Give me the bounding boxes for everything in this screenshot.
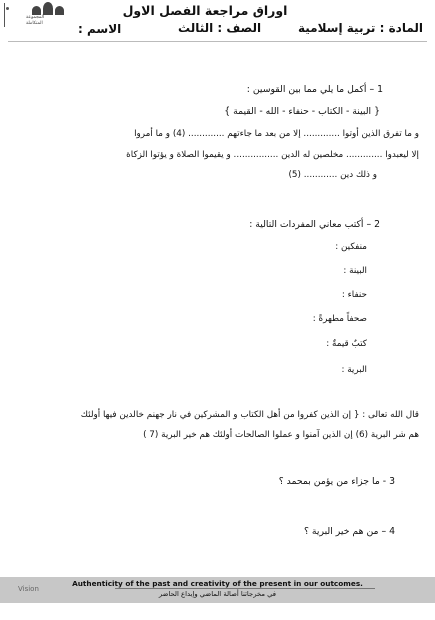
q1-line3: و ذلك دين ............ (5) — [288, 170, 377, 180]
page-title: اوراق مراجعة الفصل الاول — [122, 3, 288, 18]
q3-text: 3 - ما جزاء من يؤمن بمحمد ؟ — [278, 476, 395, 487]
footer-divider — [115, 588, 375, 589]
q2-heading: 2 – أكتب معاني المفردات التالية : — [249, 219, 380, 230]
logo-line1: المجموعة — [26, 15, 45, 20]
name-label: الاسم : — [78, 22, 122, 36]
logo-line2: المتكاملة — [26, 21, 43, 26]
header-divider — [8, 41, 427, 42]
subject-label: المادة : تربية إسلامية — [297, 21, 423, 35]
corner-mark — [4, 3, 11, 27]
grade-label: الصف : الثالث — [178, 21, 262, 35]
footer-motto-en: Authenticity of the past and creativity of the present in our outcomes. — [72, 579, 363, 588]
q2-item: حنفاء : — [341, 290, 367, 300]
logo-shapes — [32, 2, 64, 16]
footer-motto-ar: في مخرجاتنا أصالة الماضي وإبداع الحاضر — [158, 590, 277, 598]
q1-line2: إلا ليعبدوا ............. مخلصين له الدين ................ و يقيموا الصلاة و يؤتوا الزكاة — [126, 150, 419, 160]
q2-item: صحفاً مطهرةً : — [312, 314, 367, 324]
q1-heading: 1 – أكمل ما يلي مما بين القوسين : — [246, 84, 383, 95]
footer-vision: Vision — [18, 585, 39, 593]
q1-line1: و ما تفرق الذين أوتوا ............. إلا من بعد ما جاءتهم ............. (4) و ما أمروا — [134, 129, 419, 139]
q2-item: البينة : — [343, 266, 367, 276]
q4-text: 4 – من هم خير البرية ؟ — [304, 526, 395, 537]
school-logo — [18, 2, 64, 28]
verse-line1: قال الله تعالى : { إن الذين كفروا من أهل الكتاب و المشركين في نار جهنم خالدين فيها أولئك — [80, 410, 419, 420]
footer-bar — [0, 577, 435, 603]
q2-item: كتبٌ قيمةٌ : — [326, 339, 367, 349]
q2-item: منفكين : — [335, 242, 367, 252]
q2-item: البرية : — [341, 365, 367, 375]
q1-choices: { البينة - الكتاب - حنفاء - الله - القيمة } — [224, 106, 380, 117]
verse-line2: هم شر البرية (6) إن الذين آمنوا و عملوا الصالحات أولئك هم خير البرية (7 ) — [143, 430, 419, 440]
